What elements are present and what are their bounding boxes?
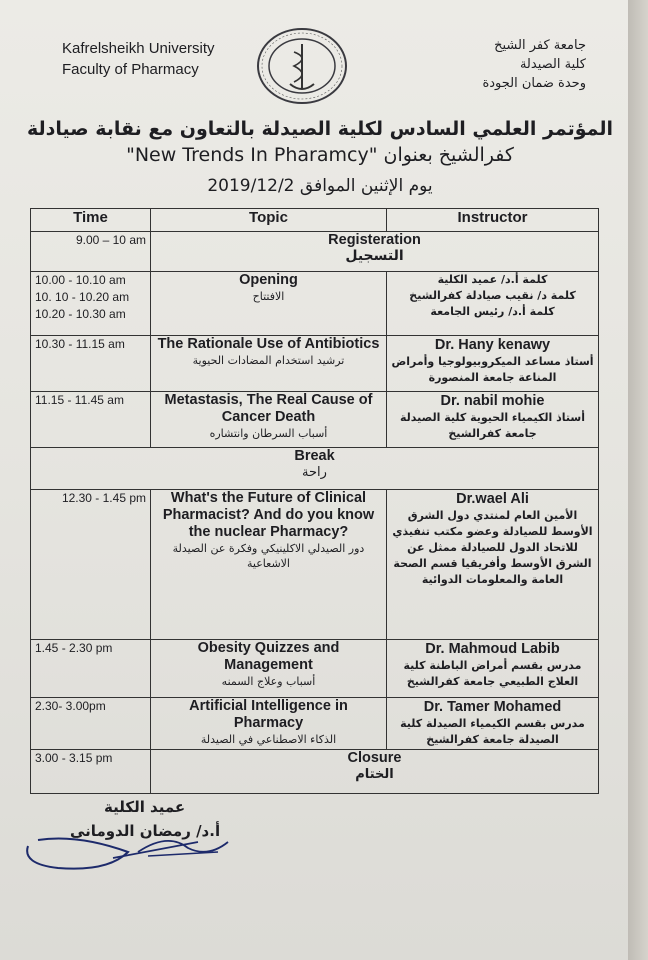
topic-en: The Rationale Use of Antibiotics — [157, 336, 380, 352]
closure-cell — [151, 750, 599, 794]
time-text: 11.15 - 11.45 am — [35, 393, 124, 407]
topic-ar: دور الصيدلي الاكلينيكي وفكرة عن الصيدلة الاشعاعية — [172, 542, 365, 570]
topic-cell — [151, 640, 387, 698]
handwritten-signature — [18, 812, 318, 892]
instructor-cell — [387, 272, 599, 336]
faculty-name-ar: كلية الصيدلة — [519, 57, 586, 72]
instructor-desc: مدرس بقسم أمراض الباطنة كلية العلاج الطبيعي جامعة كفرالشيخ — [403, 659, 582, 688]
topic-en: What's the Future of Clinical Pharmacist? And do you know the nuclear Pharmacy? — [162, 490, 375, 540]
break-cell — [31, 448, 599, 490]
dean-name: أ.د/ رمضان الدوماني — [70, 822, 221, 840]
topic-cell — [151, 490, 387, 640]
header-topic: Topic — [151, 209, 387, 232]
header-instructor: Instructor — [387, 209, 599, 232]
time-text: 10.00 - 10.10 am — [35, 273, 126, 287]
table-row — [31, 272, 599, 336]
time-text: 12.30 - 1.45 pm — [61, 491, 146, 505]
instructor-ar: كلمة أ.د/ رئيس الجامعة — [430, 305, 555, 318]
page-edge — [628, 0, 648, 960]
time-cell — [31, 232, 151, 272]
instructor-desc: أستاذ الكيمياء الحيوية كلية الصيدلة جامعة كفرالشيخ — [399, 411, 586, 440]
time-text: 10. 10 - 10.20 am — [35, 290, 130, 304]
topic-cell — [151, 272, 387, 336]
table-row — [31, 640, 599, 698]
time-cell — [31, 272, 151, 336]
dean-title: عميد الكلية — [104, 798, 186, 816]
topic-en: Opening — [239, 272, 298, 288]
instructor-cell — [387, 392, 599, 448]
registration-en: Registeration — [328, 232, 421, 248]
instructor-cell — [387, 490, 599, 640]
instructor-name: Dr.wael Ali — [456, 491, 529, 507]
time-cell — [31, 640, 151, 698]
table-row — [31, 392, 599, 448]
faculty-name-en: Faculty of Pharmacy — [62, 61, 199, 78]
time-cell — [31, 698, 151, 750]
conference-subtitle: كفرالشيخ بعنوان "New Trends In Pharamcy" — [126, 144, 514, 166]
topic-en: Obesity Quizzes and Management — [197, 640, 340, 673]
time-cell — [31, 336, 151, 392]
table-row — [31, 750, 599, 794]
topic-cell — [151, 698, 387, 750]
instructor-desc: الأمين العام لمنتدي دول الشرق الأوسط للصيادلة وعضو مكتب تنفيذي للاتحاد الدول للصيادلة ممثل عن الشرق الأوسط وأفريقيا قسم الصحة العامة والمعلومات الدوائية — [392, 509, 593, 586]
topic-en: Artificial Intelligence in Pharmacy — [189, 698, 348, 731]
table-row — [31, 698, 599, 750]
table-row — [31, 232, 599, 272]
quality-unit-ar: وحدة ضمان الجودة — [482, 76, 586, 91]
conference-date: يوم الإثنين الموافق 2019/12/2 — [207, 176, 433, 196]
table-row — [31, 448, 599, 490]
time-text: 10.20 - 10.30 am — [35, 307, 126, 321]
instructor-name: Dr. nabil mohie — [440, 393, 545, 409]
topic-ar: أسباب السرطان وانتشاره — [209, 427, 328, 440]
instructor-name: Dr. Tamer Mohamed — [423, 699, 562, 715]
schedule-table — [30, 208, 599, 794]
time-text: 9.00 – 10 am — [75, 233, 146, 247]
instructor-desc: أستاذ مساعد الميكروبيولوجيا وأمراض المناعة جامعة المنصورة — [391, 355, 594, 384]
topic-en: Metastasis, The Real Cause of Cancer Death — [164, 392, 373, 425]
header-arabic — [482, 36, 586, 93]
instructor-cell — [387, 698, 599, 750]
topic-ar: الافتتاح — [252, 290, 285, 303]
registration-cell — [151, 232, 599, 272]
university-name-ar: جامعة كفر الشيخ — [494, 38, 586, 53]
topic-ar: أسباب وعلاج السمنه — [221, 675, 316, 688]
break-ar: راحة — [302, 465, 327, 480]
instructor-ar: كلمة أ.د/ عميد الكلية — [437, 273, 548, 286]
table-row — [31, 336, 599, 392]
university-name-en: Kafrelsheikh University — [62, 40, 215, 57]
break-en: Break — [294, 448, 335, 464]
time-text: 2.30- 3.00pm — [35, 699, 106, 713]
instructor-cell — [387, 336, 599, 392]
topic-ar: ترشيد استخدام المضادات الحيوية — [192, 354, 345, 367]
instructor-name: Dr. Hany kenawy — [434, 337, 551, 353]
instructor-cell — [387, 640, 599, 698]
topic-ar: الذكاء الاصطناعي في الصيدلة — [200, 733, 337, 746]
topic-cell — [151, 392, 387, 448]
instructor-desc: مدرس بقسم الكيمياء الصيدلة كلية الصيدلة جامعة كفرالشيخ — [400, 717, 585, 746]
closure-ar: الختام — [355, 767, 394, 782]
topic-cell — [151, 336, 387, 392]
time-text: 10.30 - 11.15 am — [35, 337, 125, 351]
instructor-ar: كلمة د/ نقيب صيادلة كفرالشيخ — [409, 289, 576, 302]
time-cell — [31, 392, 151, 448]
time-cell — [31, 750, 151, 794]
header-english — [62, 38, 215, 80]
time-text: 3.00 - 3.15 pm — [35, 751, 113, 765]
conference-title: المؤتمر العلمي السادس لكلية الصيدلة بالتعاون مع نقابة صيادلة — [26, 118, 614, 140]
time-text: 1.45 - 2.30 pm — [35, 641, 113, 655]
table-header-row — [31, 209, 599, 232]
registration-ar: التسجيل — [345, 248, 404, 264]
header-time: Time — [31, 209, 151, 232]
university-seal-logo — [254, 26, 350, 106]
table-row — [31, 490, 599, 640]
instructor-name: Dr. Mahmoud Labib — [425, 641, 560, 657]
time-cell — [31, 490, 151, 640]
closure-en: Closure — [347, 750, 402, 766]
